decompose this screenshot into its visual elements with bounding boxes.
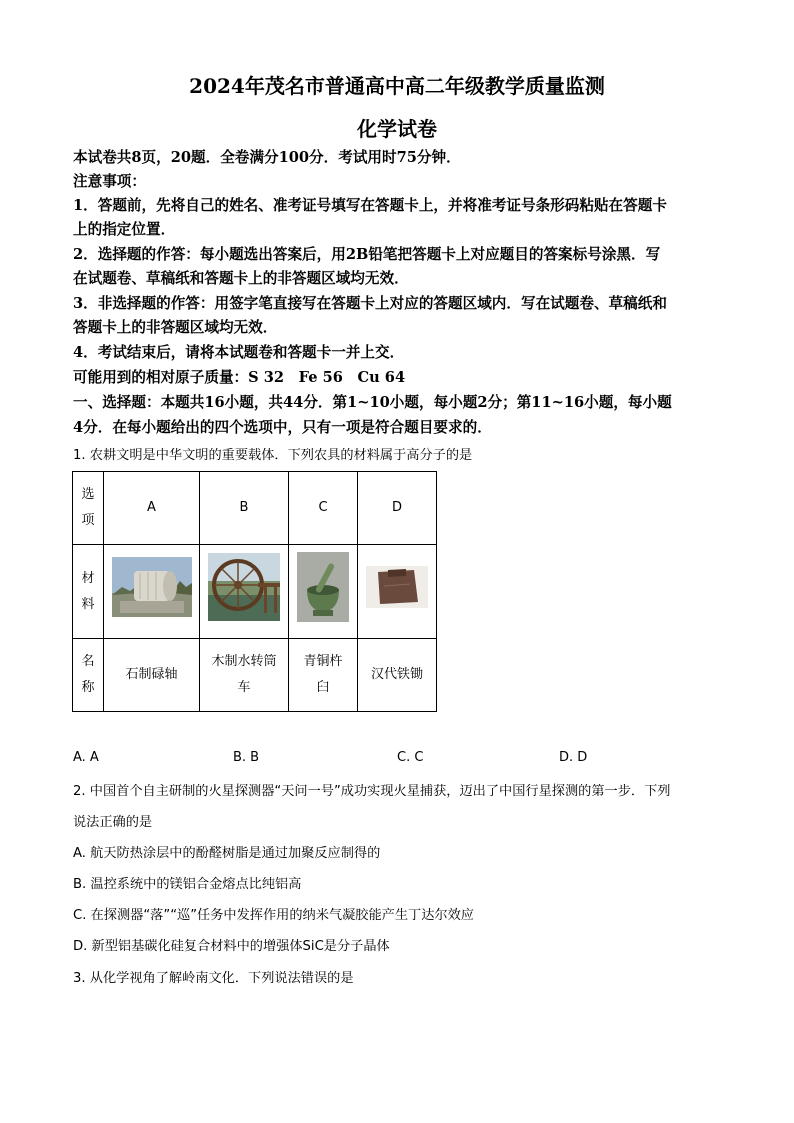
stone-roller-image [112, 557, 192, 617]
section-heading-line-1: 一、选择题：本题共16小题，共44分．第1~10小题，每小题2分；第11~16小题，每小题 [73, 394, 672, 411]
name-d: 汉代铁锄 [358, 639, 437, 712]
bronze-mortar-image [297, 552, 349, 622]
row-label-material: 材 料 [73, 545, 104, 639]
name-a: 石制碌轴 [104, 639, 200, 712]
question-1-table [72, 471, 437, 712]
q2-option-a[interactable]: A. 航天防热涂层中的酚醛树脂是通过加聚反应制得的 [73, 846, 381, 861]
letter-a: A [104, 472, 200, 545]
exam-info: 本试卷共8页，20题．全卷满分100分．考试用时75分钟． [73, 149, 461, 166]
q2-option-b[interactable]: B. 温控系统中的镁铝合金熔点比纯铝高 [73, 877, 302, 892]
q2-option-c[interactable]: C. 在探测器“落”“巡”任务中发挥作用的纳米气凝胶能产生丁达尔效应 [73, 908, 474, 923]
image-cell-c [289, 545, 358, 639]
row-label-name: 名 称 [73, 639, 104, 712]
image-cell-b [200, 545, 289, 639]
question-2-stem-line-1: 2. 中国首个自主研制的火星探测器“天问一号”成功实现火星捕获，迈出了中国行星探测的第一步．下列 [73, 784, 671, 799]
question-1-stem: 1. 农耕文明是中华文明的重要载体．下列农具的材料属于高分子的是 [73, 448, 473, 463]
iron-hoe-image [366, 566, 428, 608]
section-heading-line-2: 4分．在每小题给出的四个选项中，只有一项是符合题目要求的． [73, 419, 492, 436]
letter-d: D [358, 472, 437, 545]
question-2-stem-line-2: 说法正确的是 [73, 815, 153, 830]
notice-1-line-1: 1．答题前，先将自己的姓名、准考证号填写在答题卡上，并将准考证号条形码粘贴在答题卡 [73, 197, 667, 214]
notice-3-line-2: 答题卡上的非答题区域均无效． [73, 319, 278, 336]
q2-option-d[interactable]: D. 新型铝基碳化硅复合材料中的增强体SiC是分子晶体 [73, 939, 390, 954]
notice-2-line-2: 在试题卷、草稿纸和答题卡上的非答题区域均无效． [73, 270, 409, 287]
notice-2-line-1: 2．选择题的作答：每小题选出答案后，用2B铅笔把答题卡上对应题目的答案标号涂黑．写 [73, 246, 661, 263]
q1-choice-a[interactable]: A. A [73, 750, 99, 765]
q1-choice-d[interactable]: D. D [559, 750, 588, 765]
q1-choice-b[interactable]: B. B [233, 750, 260, 765]
water-wheel-image [208, 553, 280, 621]
image-cell-d [358, 545, 437, 639]
notice-title: 注意事项： [73, 173, 146, 190]
letter-c: C [289, 472, 358, 545]
name-b: 木制水转筒 车 [200, 639, 289, 712]
image-cell-a [104, 545, 200, 639]
notice-3-line-1: 3．非选择题的作答：用签字笔直接写在答题卡上对应的答题区域内．写在试题卷、草稿纸和 [73, 295, 667, 312]
letter-b: B [200, 472, 289, 545]
subject-title: 化学试卷 [357, 117, 437, 141]
name-c: 青铜杵 臼 [289, 639, 358, 712]
q1-choice-c[interactable]: C. C [397, 750, 424, 765]
row-label-option: 选 项 [73, 472, 104, 545]
exam-title: 2024年茂名市普通高中高二年级教学质量监测 [189, 74, 605, 98]
atomic-mass: 可能用到的相对原子质量：S 32 Fe 56 Cu 64 [73, 369, 406, 386]
question-3-stem: 3. 从化学视角了解岭南文化．下列说法错误的是 [73, 971, 354, 986]
notice-1-line-2: 上的指定位置． [73, 221, 176, 238]
notice-4: 4．考试结束后，请将本试题卷和答题卡一并上交． [73, 344, 405, 361]
